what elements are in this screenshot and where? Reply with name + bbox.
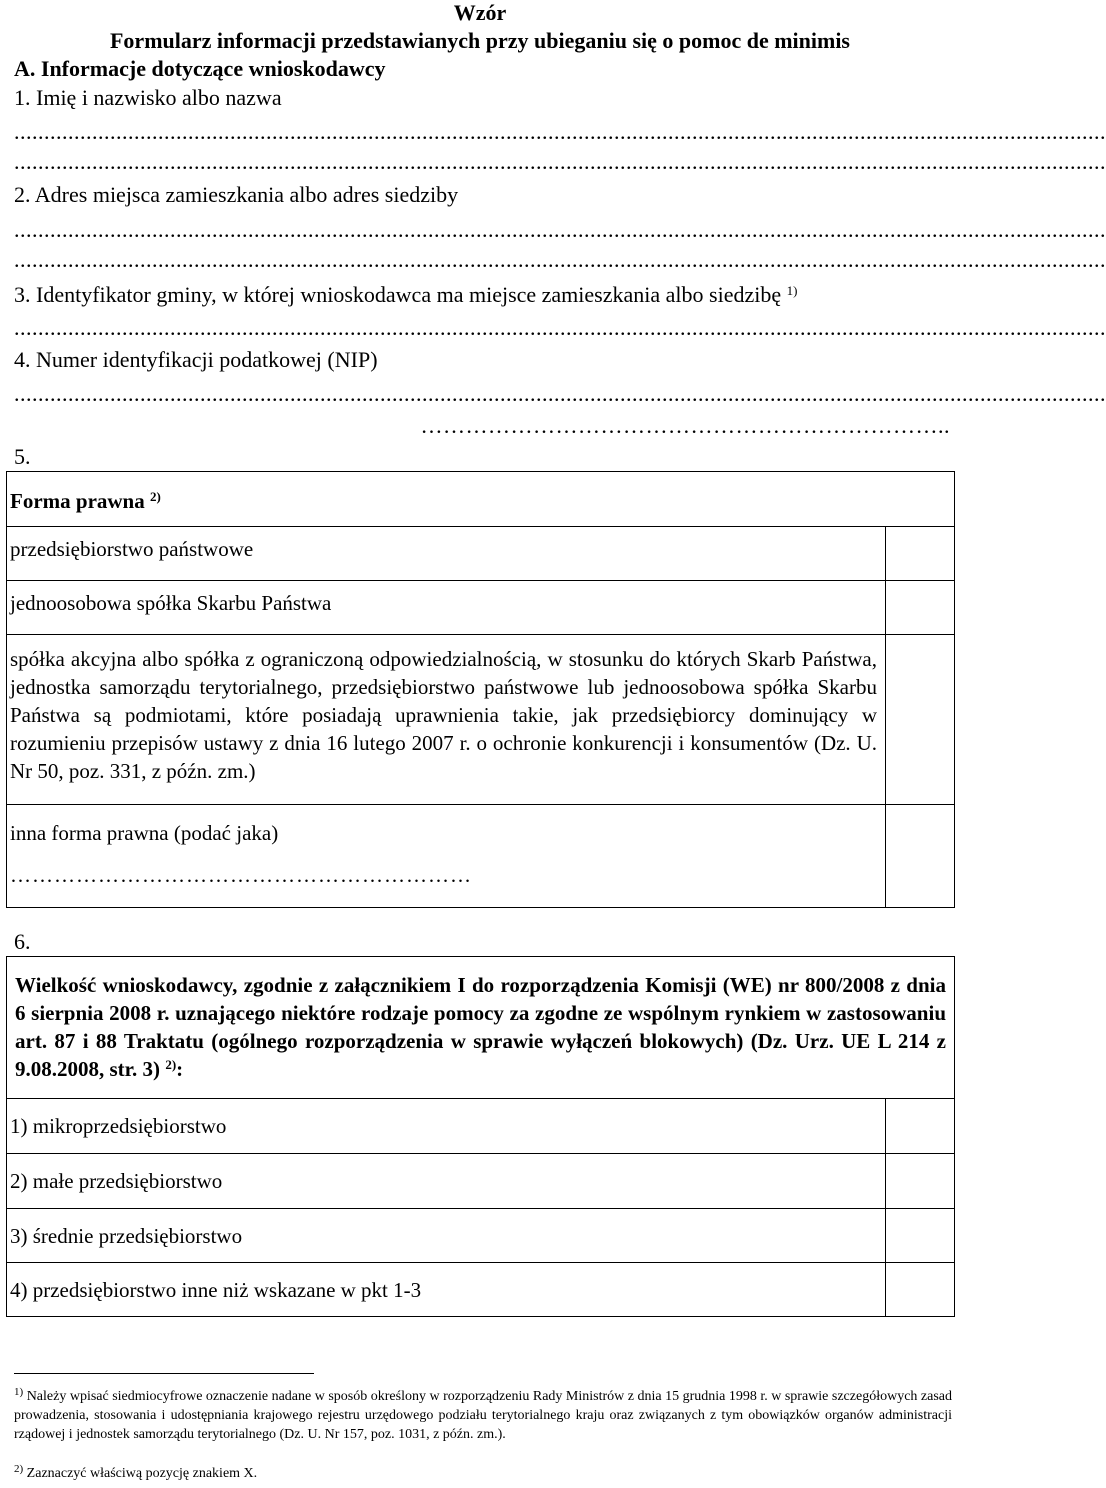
legal-form-table bbox=[6, 471, 955, 908]
field-4-label: 4. Numer identyfikacji podatkowej (NIP) bbox=[14, 347, 378, 372]
footnote-2-text: Zaznaczyć właściwą pozycję znakiem X. bbox=[26, 1466, 258, 1481]
footnote-separator bbox=[14, 1373, 314, 1374]
legal-form-checkbox-1[interactable] bbox=[886, 527, 955, 581]
footnote-ref-2b: 2) bbox=[165, 1057, 177, 1072]
company-size-checkbox-1[interactable] bbox=[886, 1099, 955, 1154]
company-size-option-row bbox=[7, 1263, 886, 1317]
company-size-option-row bbox=[7, 1099, 886, 1154]
field-5-number: 5. bbox=[14, 444, 31, 469]
field-3-label bbox=[14, 282, 797, 308]
legal-form-option-row bbox=[7, 805, 886, 908]
legal-form-checkbox-3[interactable] bbox=[886, 635, 955, 805]
legal-form-option-row bbox=[7, 635, 886, 805]
document-subtitle: Formularz informacji przedstawianych przy ubieganiu się o pomoc de minimis bbox=[109, 28, 850, 53]
legal-form-checkbox-4[interactable] bbox=[886, 805, 955, 908]
company-size-option-label: 1) mikroprzedsiębiorstwo bbox=[10, 1114, 227, 1138]
section-a-heading: A. Informacje dotyczące wnioskodawcy bbox=[14, 56, 386, 81]
field-3-line[interactable]: ...................................................................................................................................................................................... bbox=[14, 315, 1106, 340]
company-size-option-row bbox=[7, 1154, 886, 1209]
field-2-line-2[interactable]: ...................................................................................................................................................................................... bbox=[14, 247, 1106, 272]
footnote-2-mark: 2) bbox=[14, 1463, 24, 1475]
company-size-heading-colon: : bbox=[176, 1057, 184, 1081]
legal-form-option-label: jednoosobowa spółka Skarbu Państwa bbox=[10, 591, 332, 615]
company-size-heading-cell bbox=[7, 957, 955, 1099]
field-2-label: 2. Adres miejsca zamieszkania albo adres siedziby bbox=[14, 182, 459, 207]
field-1-line-1[interactable]: ...................................................................................................................................................................................... bbox=[14, 119, 1106, 144]
legal-form-checkbox-2[interactable] bbox=[886, 581, 955, 635]
legal-form-option-label: przedsiębiorstwo państwowe bbox=[10, 537, 254, 561]
company-size-table bbox=[6, 956, 955, 1317]
company-size-checkbox-3[interactable] bbox=[886, 1209, 955, 1263]
footnote-2 bbox=[14, 1464, 952, 1483]
legal-form-option-row bbox=[7, 527, 886, 581]
legal-form-heading bbox=[7, 472, 954, 515]
company-size-option-label: 4) przedsiębiorstwo inne niż wskazane w pkt 1-3 bbox=[10, 1278, 422, 1302]
company-size-heading-text: Wielkość wnioskodawcy, zgodnie z załącznikiem I do rozporządzenia Komisji (WE) nr 800/2008 z dnia 6 sierpnia 2008 r. uznającego niektóre rodzaje pomocy za zgodne ze wspólnym rynkiem w zastosowaniu art. 87 i 88 Traktatu (ogólnego rozporządzenia w sprawie wyłączeń blokowych) (Dz. Urz. UE L 214 z 9.08.2008, str. 3) bbox=[15, 973, 946, 1081]
field-1-label: 1. Imię i nazwisko albo nazwa bbox=[14, 85, 282, 110]
legal-form-option-row bbox=[7, 581, 886, 635]
footnote-1-mark: 1) bbox=[14, 1386, 24, 1398]
field-4-line-2[interactable]: …………………………………………………………….. bbox=[420, 413, 950, 438]
field-6-number: 6. bbox=[14, 929, 31, 954]
document-title: Wzór bbox=[453, 0, 507, 25]
field-1-line-2[interactable]: ...................................................................................................................................................................................... bbox=[14, 149, 1106, 174]
legal-form-heading-cell bbox=[7, 472, 955, 527]
legal-form-option-label: spółka akcyjna albo spółka z ograniczoną odpowiedzialnością, w stosunku do których Skarb Państwa, jednostka samorządu terytorialnego, przedsiębiorstwo państwowe lub jednoosobowa spółka Skarbu Państwa są podmiotami, które posiadają uprawnienia takie, jak przedsiębiorcy dominujący w rozumieniu przepisów ustawy z dnia 16 lutego 2007 r. o ochronie konkurencji i konsumentów (Dz. U. Nr 50, poz. 331, z późn. zm.) bbox=[10, 647, 877, 783]
field-3-label-text: 3. Identyfikator gminy, w której wnioskodawca ma miejsce zamieszkania albo siedzibę bbox=[14, 282, 782, 307]
footnote-ref-2a: 2) bbox=[150, 489, 161, 504]
company-size-checkbox-4[interactable] bbox=[886, 1263, 955, 1317]
company-size-option-label: 2) małe przedsiębiorstwo bbox=[10, 1169, 223, 1193]
company-size-checkbox-2[interactable] bbox=[886, 1154, 955, 1209]
company-size-option-row bbox=[7, 1209, 886, 1263]
legal-form-heading-text: Forma prawna bbox=[10, 489, 145, 513]
company-size-heading bbox=[7, 957, 954, 1083]
footnote-ref-1: 1) bbox=[786, 283, 798, 298]
legal-form-option-label: inna forma prawna (podać jaka) bbox=[10, 821, 279, 845]
footnote-1-text: Należy wpisać siedmiocyfrowe oznaczenie nadane w sposób określony w rozporządzeniu Rady Ministrów z dnia 15 grudnia 1998 r. w sprawie szczegółowych zasad prowadzenia, stosowania i udostępniania krajowego rejestru urzędowego podziału terytorialnego kraju oraz związanych z tym obowiązków organów administracji rządowej i jednostek samorządu terytorialnego (Dz. U. Nr 157, poz. 1031, z późn. zm.). bbox=[14, 1389, 953, 1442]
footnote-1 bbox=[14, 1387, 952, 1444]
legal-form-other-input[interactable]: ……………………………………………………… bbox=[10, 863, 472, 887]
company-size-option-label: 3) średnie przedsiębiorstwo bbox=[10, 1224, 243, 1248]
field-4-line-1[interactable]: ...................................................................................................................................................................................... bbox=[14, 381, 1106, 406]
field-2-line-1[interactable]: ...................................................................................................................................................................................... bbox=[14, 217, 1106, 242]
